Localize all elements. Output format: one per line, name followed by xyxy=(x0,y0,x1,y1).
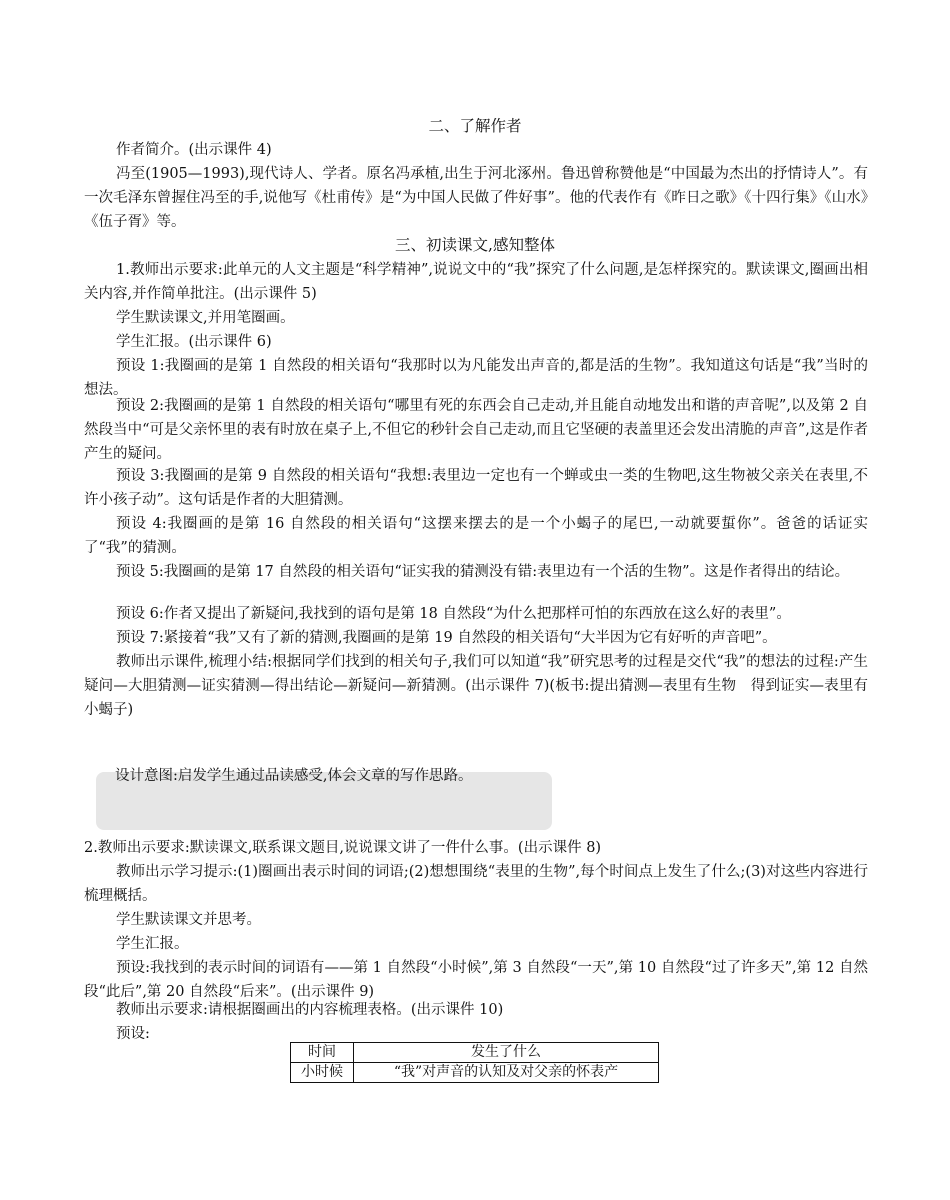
paragraph-task-2: 2.教师出示要求:默读课文,联系课文题目,说说课文讲了一件什么事。(出示课件 8) xyxy=(84,840,602,856)
table-header-row xyxy=(291,1043,659,1063)
paragraph-student-read: 学生默读课文,并用笔圈画。 xyxy=(116,310,295,326)
table-header-time: 时间 xyxy=(291,1043,354,1063)
paragraph-preset-time: 预设:我找到的表示时间的词语有——第 1 自然段“小时候”,第 3 自然段“一天”,第 10 自然段“过了许多天”,第 12 自然段“此后”,第 20 自然段“后来”。(出示课件 9) xyxy=(84,960,868,1000)
paragraph-preset-1: 预设 1:我圈画的是第 1 自然段的相关语句“我那时以为凡能发出声音的,都是活的生物”。我知道这句话是“我”当时的想法。 xyxy=(84,358,868,398)
paragraph-preset-7: 预设 7:紧接着“我”又有了新的猜测,我圈画的是第 19 自然段的相关语句“大半因为它有好听的声音吧”。 xyxy=(116,630,777,646)
table-row xyxy=(291,1063,659,1083)
events-table xyxy=(290,1042,659,1083)
table-cell-time: 小时候 xyxy=(291,1063,354,1083)
paragraph-preset-5: 预设 5:我圈画的是第 17 自然段的相关语句“证实我的猜测没有错:表里边有一个活的生物”。这是作者得出的结论。 xyxy=(116,564,850,580)
paragraph-author-intro: 作者简介。(出示课件 4) xyxy=(116,142,272,158)
paragraph-preset-3: 预设 3:我圈画的是第 9 自然段的相关语句“我想:表里边一定也有一个蝉或虫一类的生物吧,这生物被父亲关在表里,不许小孩子动”。这句话是作者的大胆猜测。 xyxy=(84,468,868,508)
paragraph-author-bio: 冯至(1905—1993),现代诗人、学者。原名冯承植,出生于河北涿州。鲁迅曾称赞他是“中国最为杰出的抒情诗人”。有一次毛泽东曾握住冯至的手,说他写《杜甫传》是“为中国人民做了件好事”。他的代表作有《昨日之歌》《十四行集》《山水》《伍子胥》等。 xyxy=(84,166,868,230)
table-cell-event: “我”对声音的认知及对父亲的怀表产 xyxy=(354,1063,659,1083)
paragraph-student-report: 学生汇报。(出示课件 6) xyxy=(116,334,272,350)
paragraph-preset-4: 预设 4:我圈画的是第 16 自然段的相关语句“这摆来摆去的是一个小蝎子的尾巴,一动就要蜇你”。爸爸的话证实了“我”的猜测。 xyxy=(84,516,868,556)
paragraph-learning-tips: 教师出示学习提示:(1)圈画出表示时间的词语;(2)想想围绕“表里的生物”,每个时间点上发生了什么;(3)对这些内容进行梳理概括。 xyxy=(84,864,868,904)
paragraph-preset-label: 预设: xyxy=(116,1026,150,1042)
paragraph-summary: 教师出示课件,梳理小结:根据同学们找到的相关句子,我们可以知道“我”研究思考的过程是交代“我”的想法的过程:产生疑问—大胆猜测—证实猜测—得出结论—新疑问—新猜测。(出示课件 7)(板书:提出猜测—表里有生物 得到证实—表里有小蝎子) xyxy=(84,654,868,718)
paragraph-preset-2: 预设 2:我圈画的是第 1 自然段的相关语句“哪里有死的东西会自己走动,并且能自动地发出和谐的声音呢”,以及第 2 自然段当中“可是父亲怀里的表有时放在桌子上,不但它的秒针会自己走动,而且它坚硬的表盖里还会发出清脆的声音”,这是作者产生的疑问。 xyxy=(84,398,868,462)
paragraph-task-1: 1.教师出示要求:此单元的人文主题是“科学精神”,说说文中的“我”探究了什么问题,是怎样探究的。默读课文,圈画出相关内容,并作简单批注。(出示课件 5) xyxy=(84,262,868,302)
table-header-events: 发生了什么 xyxy=(354,1043,659,1063)
paragraph-student-report-2: 学生汇报。 xyxy=(116,936,189,952)
design-intent-text: 设计意图:启发学生通过品读感受,体会文章的写作思路。 xyxy=(115,768,473,784)
paragraph-student-think: 学生默读课文并思考。 xyxy=(116,912,261,928)
section-title-author: 二、了解作者 xyxy=(428,117,522,135)
section-title-first-reading: 三、初读课文,感知整体 xyxy=(395,236,555,254)
paragraph-preset-6: 预设 6:作者又提出了新疑问,我找到的语句是第 18 自然段“为什么把那样可怕的东西放在这么好的表里”。 xyxy=(116,606,791,622)
paragraph-table-task: 教师出示要求:请根据圈画出的内容梳理表格。(出示课件 10) xyxy=(116,1002,504,1018)
